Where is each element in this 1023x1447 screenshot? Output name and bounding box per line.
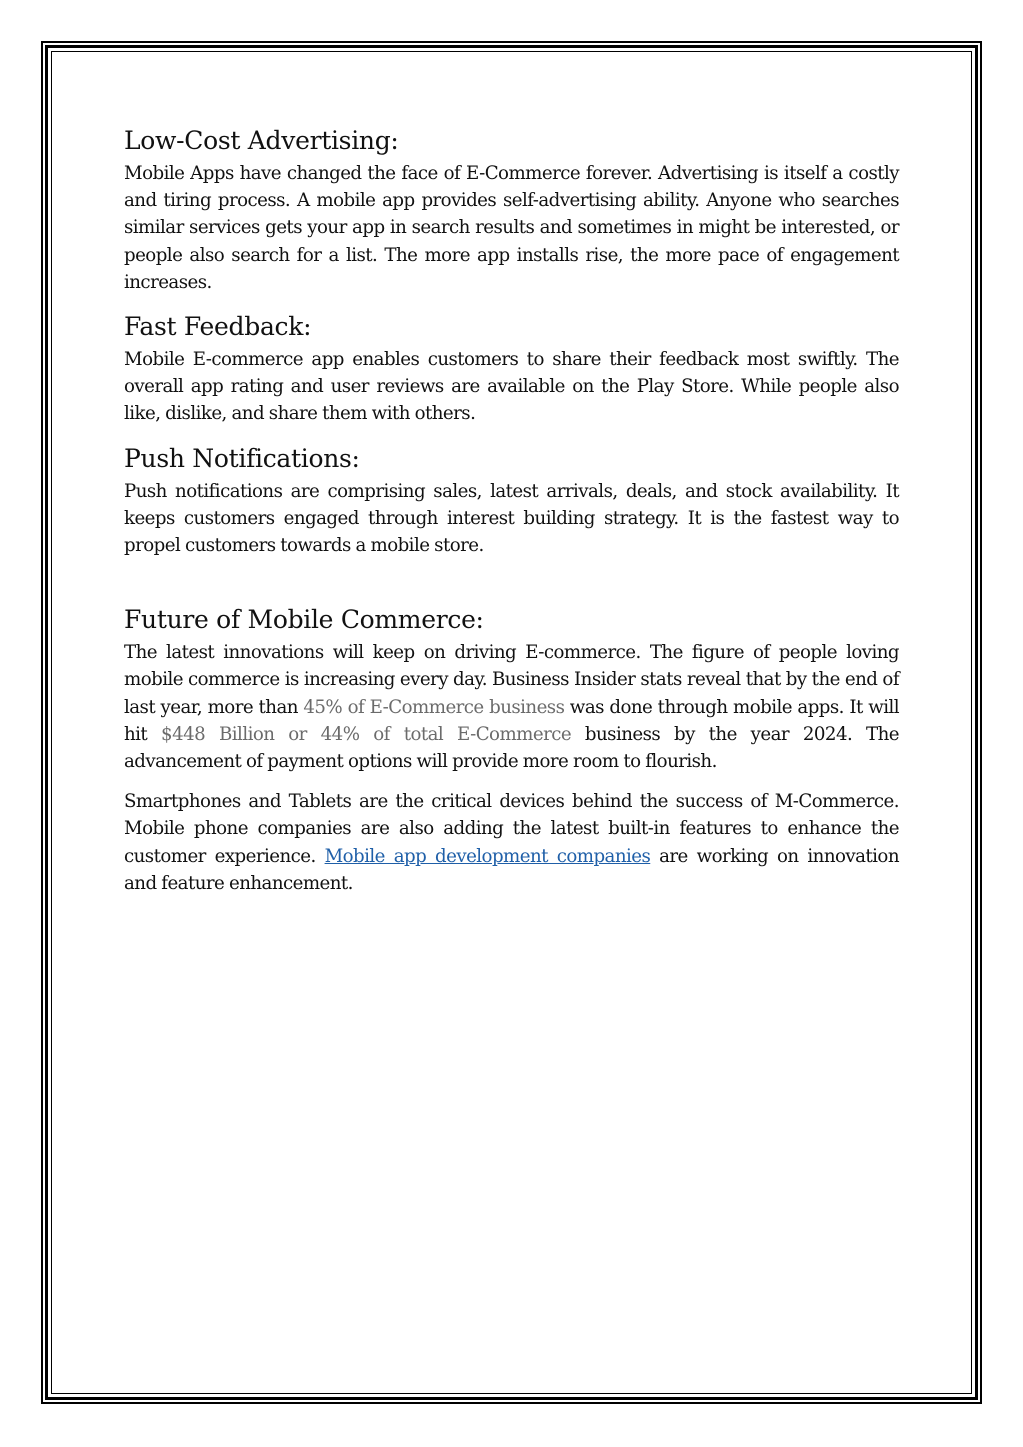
section-fast-feedback [124, 310, 899, 428]
section-low-cost-advertising [124, 124, 899, 296]
text-run: are working on innovation and feature enhancement. [124, 845, 899, 894]
section-body: Mobile E-commerce app enables customers to share their feedback most swiftly. The overall app rating and user reviews are available on the Play Store. While people also like, dislike, and share them with others. [124, 349, 899, 425]
text-run: business by the year 2024. The advancement of payment options will provide more room to flourish. [124, 723, 899, 773]
spacer [124, 775, 899, 788]
spacer [124, 296, 899, 310]
spacer [124, 428, 899, 442]
section-heading: Fast Feedback: [124, 312, 312, 342]
section-push-notifications [124, 442, 899, 560]
text-run: The latest innovations will keep on driving E-commerce. The figure of people loving mobile commerce is increasing every day. Business Insider stats reveal that by the end of last year, more than [124, 642, 899, 718]
text-run: was done through mobile apps. It will hit [124, 696, 900, 745]
future-paragraph-1 [124, 639, 899, 775]
section-body: Mobile Apps have changed the face of E-Commerce forever. Advertising is itself a costly and tiring process. A mobile app provides self-advertising ability. Anyone who searches similar services gets your app in search results and sometimes in might be interested, or people also search for a list. The more app installs rise, the more pace of engagement increases. [124, 163, 899, 293]
section-heading: Low-Cost Advertising: [124, 126, 399, 155]
section-future-of-mobile-commerce [124, 603, 899, 897]
stat-highlight-45-percent: 45% of E-Commerce business [303, 696, 565, 718]
section-heading: Push Notifications: [124, 443, 360, 473]
text-run: Smartphones and Tablets are the critical devices behind the success of M-Commerce. Mobile phone companies are also adding the latest built-in features to enhance the customer experience. [124, 791, 899, 867]
section-body: Push notifications are comprising sales, latest arrivals, deals, and stock availability. It keeps customers engaged through interest building strategy. It is the fastest way to propel customers towards a mobile store. [124, 480, 899, 557]
mobile-app-development-link[interactable]: Mobile app development companies [324, 845, 651, 867]
future-paragraph-2 [124, 788, 899, 897]
document-content [124, 124, 899, 897]
spacer [124, 559, 899, 603]
stat-highlight-448-billion: $448 Billion or 44% of total E-Commerce [161, 723, 572, 745]
section-heading: Future of Mobile Commerce: [124, 605, 484, 635]
